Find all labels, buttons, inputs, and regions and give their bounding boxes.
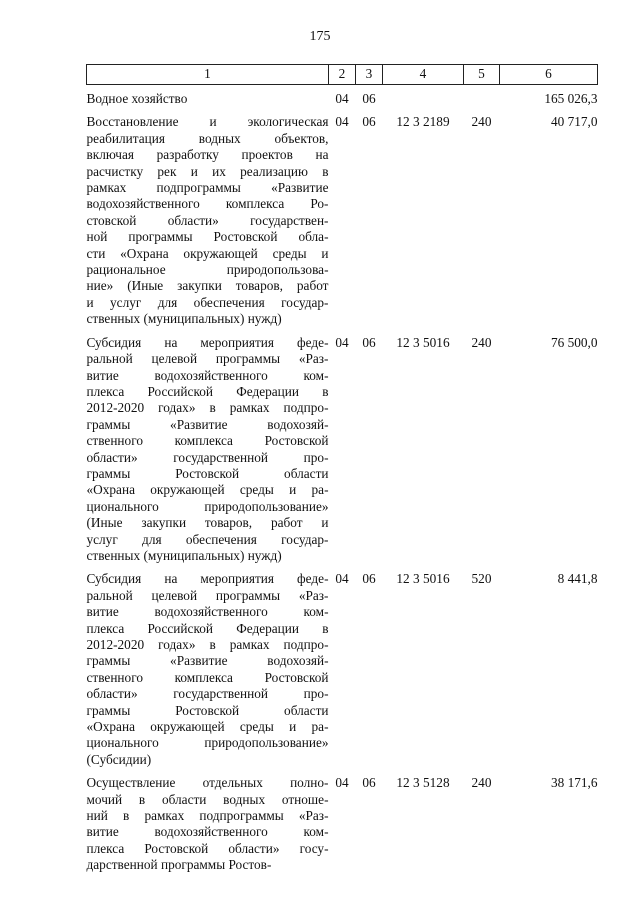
subsection-code: 06 bbox=[362, 775, 376, 791]
description-line: области» государственной про- bbox=[86, 686, 329, 702]
target-article-code: 12 3 5128 bbox=[396, 775, 450, 791]
description-line: ний в рамках подпрограммы «Раз- bbox=[86, 808, 329, 824]
description-line: плекса Российской Федерации в bbox=[86, 383, 329, 399]
row-description bbox=[87, 768, 329, 873]
amount-value: 38 171,6 bbox=[550, 775, 598, 791]
description-line: ние» (Иные закупки товаров, работ bbox=[86, 278, 329, 294]
row-description bbox=[87, 107, 329, 327]
description-line: граммы «Развитие водохозяй- bbox=[86, 416, 329, 432]
description-line: ственных (муниципальных) нужд) bbox=[86, 311, 282, 327]
description-line: «Охрана окружающей среды и ра- bbox=[86, 719, 329, 735]
description-line: ционального природопользование» bbox=[86, 498, 329, 514]
table-row bbox=[87, 85, 598, 108]
table-row bbox=[87, 107, 598, 327]
expense-type-code: 240 bbox=[471, 114, 492, 130]
description-line: (Иные закупки товаров, работ и bbox=[86, 515, 329, 531]
description-line: ционального природопользование» bbox=[86, 735, 329, 751]
section-code: 04 bbox=[335, 571, 349, 587]
section-code: 04 bbox=[335, 334, 349, 350]
target-article-code bbox=[383, 85, 464, 108]
header-col-5: 5 bbox=[464, 65, 500, 85]
row-description bbox=[87, 85, 329, 108]
amount-value: 76 500,0 bbox=[550, 334, 598, 350]
description-line: области» государственной про- bbox=[86, 449, 329, 465]
description-line: дарственной программы Ростов- bbox=[86, 857, 272, 873]
subsection-code: 06 bbox=[362, 571, 376, 587]
description-line: плекса Ростовской области» госу- bbox=[86, 840, 329, 856]
description-line: ственного комплекса Ростовской bbox=[86, 433, 329, 449]
description-line: сти «Охрана окружающей среды и bbox=[86, 245, 329, 261]
page-number: 175 bbox=[309, 29, 331, 44]
description-line: Осуществление отдельных полно- bbox=[86, 775, 329, 791]
expense-type-code bbox=[464, 85, 500, 108]
amount-value: 40 717,0 bbox=[550, 114, 598, 130]
description-line: витие водохозяйственного ком- bbox=[86, 604, 329, 620]
description-line: ральной целевой программы «Раз- bbox=[86, 351, 329, 367]
table-body bbox=[87, 85, 598, 874]
description-line: «Охрана окружающей среды и ра- bbox=[86, 482, 329, 498]
description-line: Субсидия на мероприятия феде- bbox=[86, 571, 329, 587]
section-code: 04 bbox=[335, 114, 349, 130]
description-line: услуг для обеспечения государ- bbox=[86, 531, 329, 547]
target-article-code: 12 3 2189 bbox=[396, 114, 450, 130]
subsection-code: 06 bbox=[362, 114, 376, 130]
table-row bbox=[87, 768, 598, 873]
header-col-4: 4 bbox=[383, 65, 464, 85]
description-line: реабилитация водных объектов, bbox=[86, 130, 329, 146]
budget-table bbox=[86, 64, 598, 874]
description-line: рациональное природопользова- bbox=[86, 262, 329, 278]
description-line: ственных (муниципальных) нужд) bbox=[86, 547, 282, 563]
description-line: Водное хозяйство bbox=[86, 91, 188, 106]
amount-value: 8 441,8 bbox=[557, 571, 598, 587]
header-col-6: 6 bbox=[500, 65, 598, 85]
description-line: и услуг для обеспечения государ- bbox=[86, 294, 329, 310]
section-code: 04 bbox=[335, 91, 349, 106]
description-line: ственного комплекса Ростовской bbox=[86, 669, 329, 685]
description-line: витие водохозяйственного ком- bbox=[86, 367, 329, 383]
description-line: ной программы Ростовской обла- bbox=[86, 229, 329, 245]
description-line: граммы Ростовской области bbox=[86, 465, 329, 481]
subsection-code: 06 bbox=[362, 91, 376, 106]
header-col-1: 1 bbox=[87, 65, 329, 85]
description-line: расчистку рек и их реализацию в bbox=[86, 163, 329, 179]
description-line: Субсидия на мероприятия феде- bbox=[86, 334, 329, 350]
table-row bbox=[87, 328, 598, 565]
description-line: витие водохозяйственного ком- bbox=[86, 824, 329, 840]
amount-value: 165 026,3 bbox=[544, 91, 598, 106]
description-line: 2012-2020 годах» в рамках подпро- bbox=[86, 637, 329, 652]
description-line: включая разработку проектов на bbox=[86, 147, 329, 163]
subsection-code: 06 bbox=[362, 334, 376, 350]
expense-type-code: 240 bbox=[471, 334, 492, 350]
expense-type-code: 240 bbox=[471, 775, 492, 791]
row-description bbox=[87, 328, 329, 565]
description-line: граммы «Развитие водохозяй- bbox=[86, 653, 329, 669]
description-line: ральной целевой программы «Раз- bbox=[86, 587, 329, 603]
expense-type-code: 520 bbox=[471, 571, 492, 587]
description-line: мочий в области водных отноше- bbox=[86, 791, 329, 807]
section-code: 04 bbox=[335, 775, 349, 791]
target-article-code: 12 3 5016 bbox=[396, 571, 450, 587]
description-line: рамках подпрограммы «Развитие bbox=[86, 180, 329, 196]
description-line: плекса Российской Федерации в bbox=[86, 620, 329, 636]
description-line: водохозяйственного комплекса Ро- bbox=[86, 196, 329, 212]
description-line: (Субсидии) bbox=[86, 751, 152, 767]
description-line: стовской области» государствен- bbox=[86, 212, 329, 228]
target-article-code: 12 3 5016 bbox=[396, 334, 450, 350]
description-line: 2012-2020 годах» в рамках подпро- bbox=[86, 400, 329, 416]
table-row bbox=[87, 564, 598, 768]
description-line: граммы Ростовской области bbox=[86, 702, 329, 718]
header-col-3: 3 bbox=[356, 65, 383, 85]
description-line: Восстановление и экологическая bbox=[86, 114, 329, 130]
table-header-row bbox=[87, 65, 598, 85]
row-description bbox=[87, 564, 329, 768]
header-col-2: 2 bbox=[329, 65, 356, 85]
